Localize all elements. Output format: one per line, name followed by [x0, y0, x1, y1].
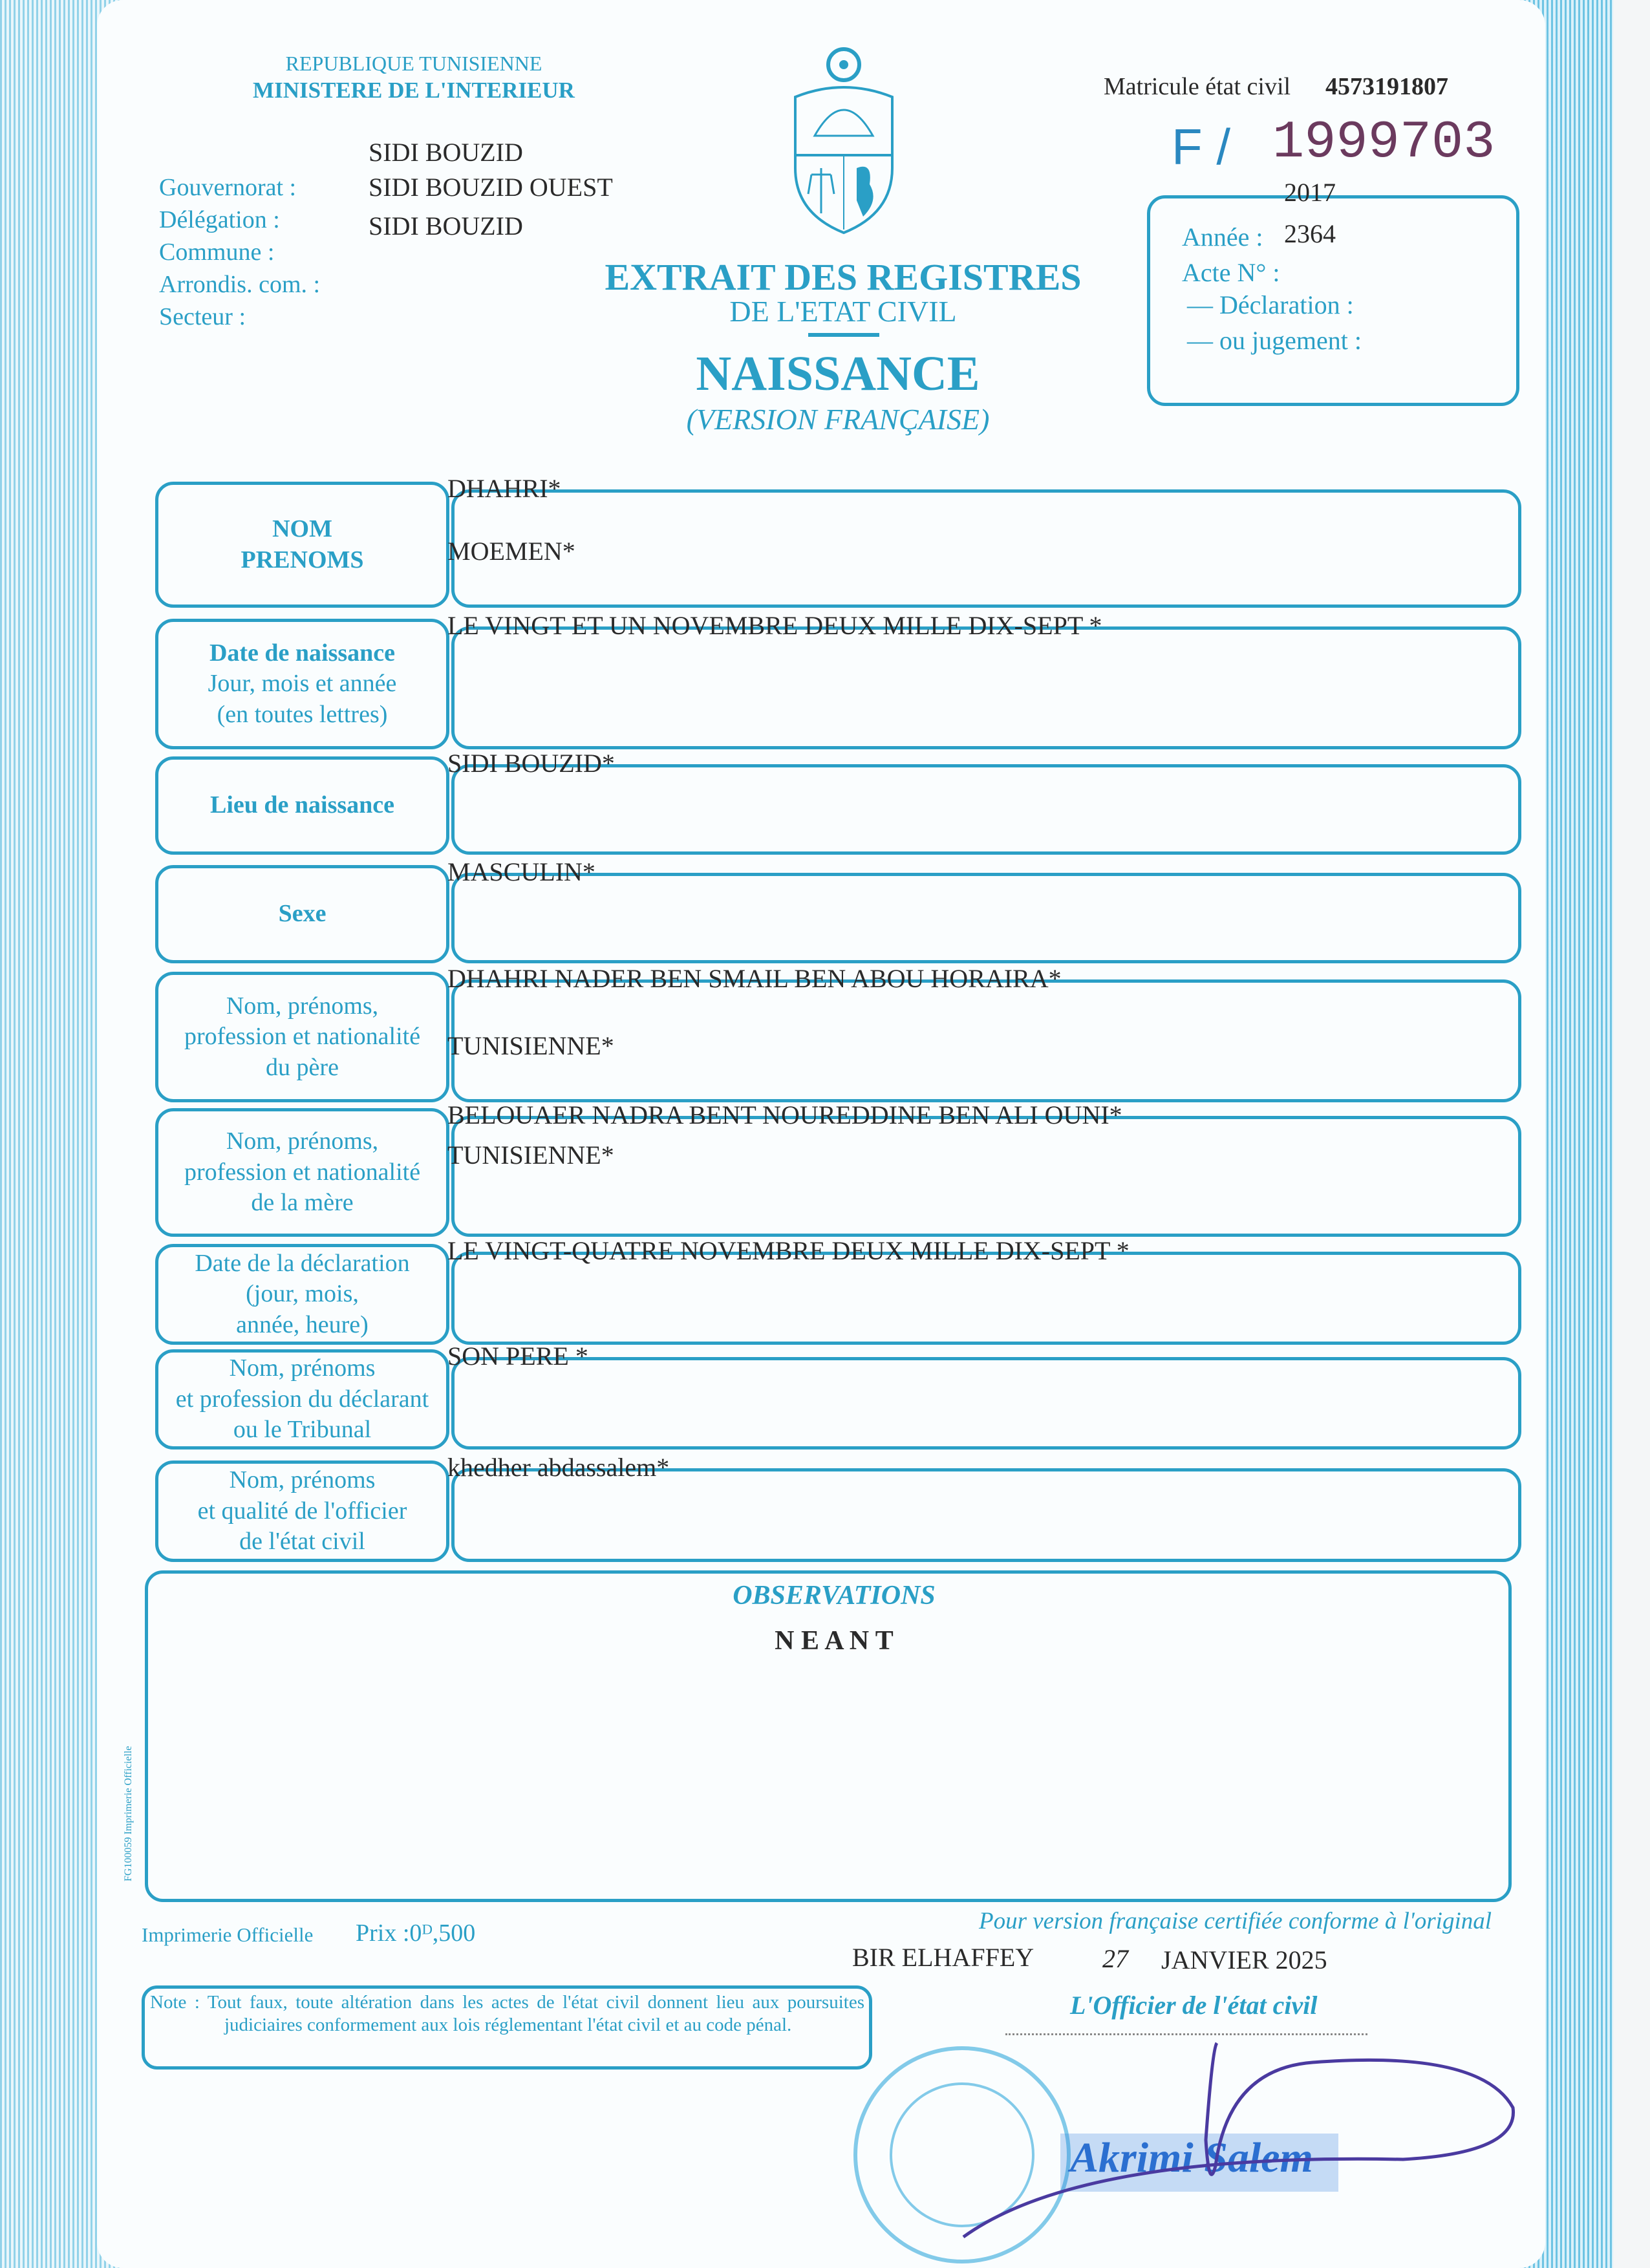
commune-value: SIDI BOUZID — [369, 211, 523, 241]
row-value: MOEMEN* — [447, 537, 575, 566]
legal-note: Note : Tout faux, toute altération dans les actes de l'état civil donnent lieu aux poursuites judiciaires conformement aux lois réglementant l'état civil et au code pénal. — [150, 1992, 864, 2035]
row-value: BELOUAER NADRA BENT NOUREDDINE BEN ALI OUNI* — [447, 1100, 1122, 1129]
row-label — [155, 756, 449, 855]
row-value: DHAHRI* — [447, 474, 561, 503]
row-label-line: Nom, prénoms — [229, 1466, 376, 1494]
observations-value: N E A N T — [775, 1626, 894, 1656]
row-value: MASCULIN* — [447, 857, 595, 886]
scan-edge — [1613, 0, 1650, 2268]
side-print-code: FG100059 Imprimerie Officielle — [123, 1746, 134, 1881]
row-label-line: et profession du déclarant — [175, 1385, 429, 1413]
gouvernorat-label: Gouvernorat : — [159, 174, 297, 201]
year-label: Année : — [1182, 222, 1263, 251]
row-label — [155, 1349, 449, 1450]
price-label: Prix :0ᴰ,500 — [356, 1920, 476, 1947]
row-value-box — [451, 626, 1521, 749]
row-value: SIDI BOUZID* — [447, 749, 615, 778]
title-line2: DE L'ETAT CIVIL — [729, 295, 957, 328]
ministry-label: MINISTERE DE L'INTERIEUR — [253, 78, 575, 103]
declaration-label: — Déclaration : — [1187, 290, 1354, 319]
row-label-line: profession et nationalité — [184, 1023, 421, 1051]
handwritten-signature — [950, 2037, 1571, 2243]
row-label-line: NOM — [272, 515, 332, 542]
jugement-label: — ou jugement : — [1187, 326, 1362, 355]
row-label-line: du père — [266, 1053, 339, 1081]
printer-label: Imprimerie Officielle — [142, 1923, 314, 1946]
row-label — [155, 482, 449, 608]
matricule-value: 4573191807 — [1325, 73, 1448, 100]
tunisia-coat-of-arms-icon — [782, 45, 905, 239]
row-label-line: Date de la déclaration — [195, 1249, 410, 1277]
row-label-line: année, heure) — [236, 1311, 369, 1338]
row-label-line: (en toutes lettres) — [217, 700, 388, 728]
matricule-label: Matricule état civil — [1104, 73, 1291, 100]
row-value: SON PERE * — [447, 1342, 588, 1371]
row-label — [155, 619, 449, 749]
row-label-line: Date de naissance — [209, 639, 396, 667]
gouvernorat-value: SIDI BOUZID — [369, 138, 523, 167]
row-value: khedher abdassalem* — [447, 1453, 670, 1482]
title-divider — [808, 333, 879, 337]
row-label — [155, 1244, 449, 1345]
issue-day: 27 — [1102, 1944, 1128, 1973]
document-type-title: NAISSANCE — [696, 347, 980, 401]
version-subtitle: (VERSION FRANÇAISE) — [686, 403, 990, 436]
row-label — [155, 1108, 449, 1237]
delegation-label: Délégation : — [159, 206, 280, 233]
row-label — [155, 865, 449, 963]
acte-number-label: Acte N° : — [1182, 258, 1280, 287]
row-value-box — [451, 1116, 1521, 1237]
issue-month-year: JANVIER 2025 — [1161, 1945, 1327, 1974]
row-value-box — [451, 489, 1521, 608]
commune-label: Commune : — [159, 239, 275, 266]
signatory-name-stamp: Akrimi Salem — [1070, 2134, 1313, 2181]
arrondissement-label: Arrondis. com. : — [159, 271, 321, 298]
republic-label: REPUBLIQUE TUNISIENNE — [285, 52, 542, 75]
row-label-line: Jour, mois et année — [208, 670, 397, 698]
row-value: LE VINGT ET UN NOVEMBRE DEUX MILLE DIX-SEPT * — [447, 611, 1102, 640]
row-label-line: Nom, prénoms — [229, 1354, 376, 1382]
serial-prefix: F / — [1172, 118, 1230, 175]
officer-title: L'Officier de l'état civil — [1070, 1991, 1318, 2020]
year-value: 2017 — [1284, 178, 1336, 207]
signature-line — [1005, 2033, 1367, 2035]
row-label-line: Nom, prénoms, — [226, 992, 379, 1020]
row-label-line: PRENOMS — [241, 546, 364, 573]
serial-number: 1999703 — [1272, 112, 1495, 173]
row-value: LE VINGT-QUATRE NOVEMBRE DEUX MILLE DIX-SEPT * — [447, 1236, 1130, 1265]
row-label-line: profession et nationalité — [184, 1158, 421, 1186]
row-value: DHAHRI NADER BEN SMAIL BEN ABOU HORAIRA* — [447, 964, 1062, 993]
row-label-line: ou le Tribunal — [233, 1416, 372, 1444]
row-label-line: Sexe — [278, 900, 327, 928]
row-label-line: et qualité de l'officier — [197, 1497, 407, 1524]
row-label-line: de l'état civil — [239, 1528, 365, 1556]
certification-text: Pour version française certifiée conforme à l'original — [979, 1908, 1492, 1934]
row-label — [155, 972, 449, 1102]
row-value: TUNISIENNE* — [447, 1031, 614, 1060]
row-value-box — [451, 1357, 1521, 1450]
observations-box — [145, 1570, 1512, 1902]
title-line1: EXTRAIT DES REGISTRES — [605, 256, 1082, 298]
row-label-line: Lieu de naissance — [209, 791, 395, 819]
acte-number-value: 2364 — [1284, 219, 1336, 248]
row-label-line: Nom, prénoms, — [226, 1128, 379, 1155]
row-label — [155, 1460, 449, 1562]
row-value: TUNISIENNE* — [447, 1140, 614, 1170]
row-label-line: (jour, mois, — [246, 1280, 359, 1308]
delegation-value: SIDI BOUZID OUEST — [369, 173, 613, 202]
observations-title: OBSERVATIONS — [733, 1581, 936, 1610]
row-label-line: de la mère — [251, 1189, 354, 1217]
row-value-box — [451, 873, 1521, 963]
secteur-label: Secteur : — [159, 303, 246, 330]
issue-place: BIR ELHAFFEY — [852, 1943, 1034, 1972]
